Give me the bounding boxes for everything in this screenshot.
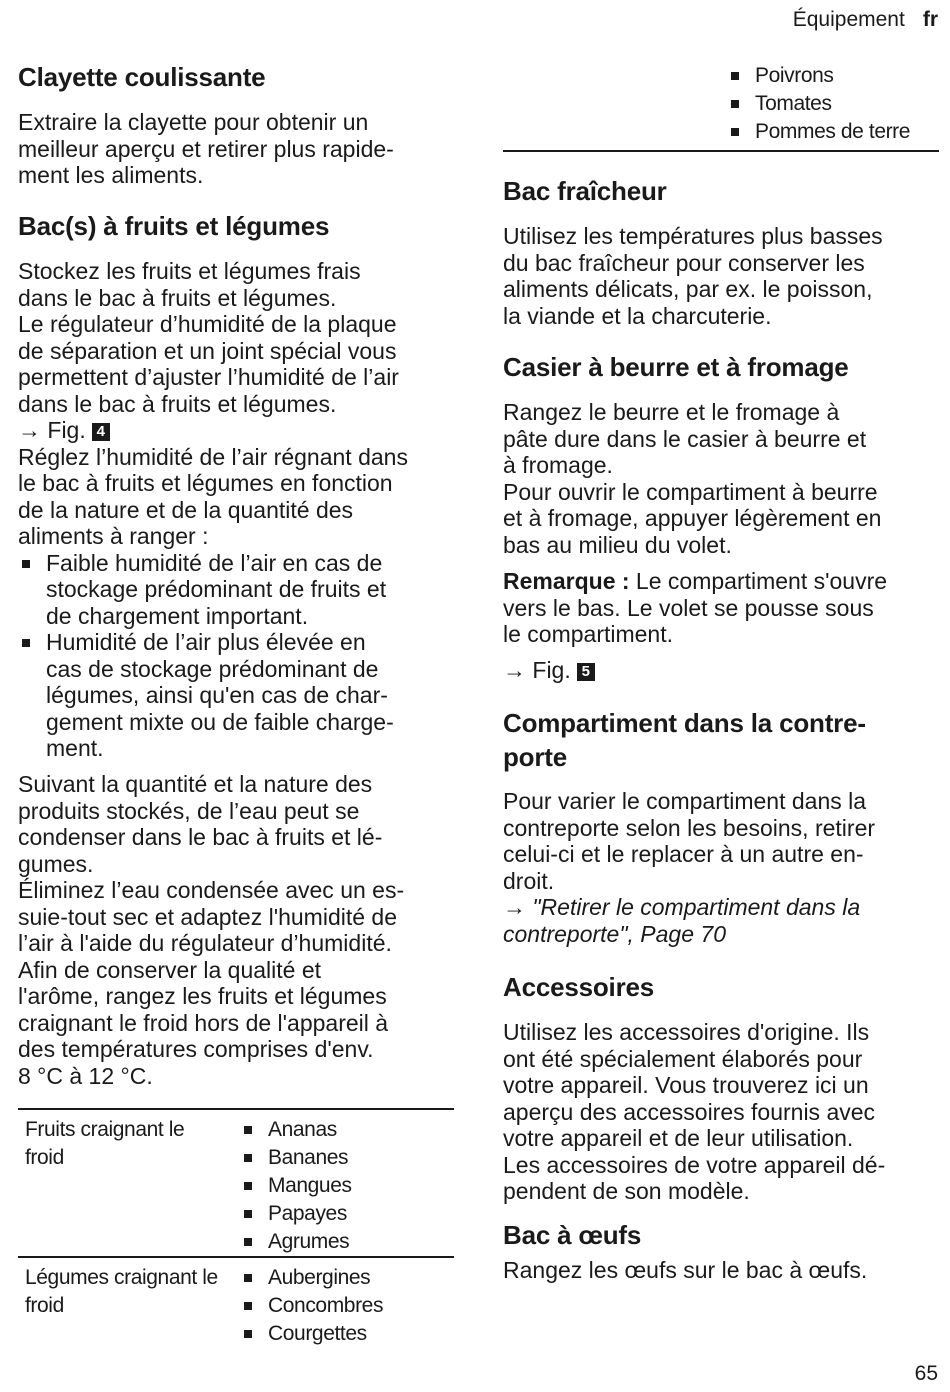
text-line: Les accessoires de votre appareil dé-	[503, 1151, 886, 1178]
list-item	[18, 550, 458, 630]
text-line: légumes, ainsi qu'en cas de char-	[46, 682, 388, 708]
text-line: dans le bac à fruits et légumes.	[18, 390, 337, 417]
text-line: ont été spécialement élaborés pour	[503, 1045, 863, 1072]
text-line: gumes.	[18, 850, 94, 877]
text-line: suie-tout sec et adaptez l'humidité de	[18, 903, 398, 930]
table-row	[18, 1109, 454, 1257]
text-line: stockage prédominant de fruits et	[46, 576, 387, 602]
text-line: condenser dans le bac à fruits et lé-	[18, 824, 383, 850]
text-line: froid	[25, 1145, 64, 1169]
page-number: 65	[914, 1362, 938, 1385]
list-item: Pommes de terre	[727, 118, 910, 146]
list-item: Mangues	[240, 1172, 454, 1200]
vegetable-list-continued	[727, 62, 910, 146]
text-line: meilleur aperçu et retirer plus rapide-	[18, 135, 394, 162]
figure-reference-4[interactable]	[18, 417, 458, 444]
link-line: contreporte", Page 70	[503, 920, 726, 947]
text-line: de séparation et un joint spécial vous	[18, 337, 397, 364]
condensation-paragraph	[18, 771, 458, 1089]
text-line: pendent de son modèle.	[503, 1178, 750, 1204]
text-line: Pour ouvrir le compartiment à beurre	[503, 478, 878, 505]
text-line: vers le bas. Le volet se pousse sous	[503, 594, 874, 621]
list-item: Concombres	[240, 1292, 454, 1320]
bac-fruits-paragraph	[18, 258, 458, 762]
text-line: la viande et la charcuterie.	[503, 302, 772, 329]
text-line: Fruits craignant le	[25, 1118, 185, 1141]
link-line: → "Retirer le compartiment dans la	[503, 894, 861, 920]
table-continuation	[727, 62, 910, 146]
compartiment-paragraph	[503, 788, 943, 947]
heading-clayette: Clayette coulissante	[18, 62, 266, 92]
text-line: votre appareil. Vous trouverez ici un	[503, 1072, 869, 1098]
heading-compartiment	[503, 706, 866, 774]
text-line: produits stockés, de l’eau peut se	[18, 797, 360, 824]
text-line: des températures comprises d'env.	[18, 1036, 374, 1062]
table-row	[18, 1257, 454, 1348]
heading-accessoires: Accessoires	[503, 972, 655, 1002]
list-item	[18, 629, 458, 762]
text-line: cas de stockage prédominant de	[46, 655, 379, 682]
heading-bac-fruits: Bac(s) à fruits et légumes	[18, 211, 330, 241]
section-title: Équipement	[792, 8, 905, 31]
text-line: Afin de conserver la qualité et	[18, 956, 322, 983]
text-line: Extraire la clayette pour obtenir un	[18, 109, 369, 135]
text-line: Le régulateur d’humidité de la plaque	[18, 311, 397, 337]
list-item: Poivrons	[727, 62, 910, 90]
list-item: Tomates	[727, 90, 910, 118]
text-line: ment.	[46, 735, 104, 761]
text-line: Légumes craignant le	[25, 1266, 218, 1289]
figure-ref-text: → Fig.	[18, 417, 86, 443]
text-line: Éliminez l’eau condensée avec un es-	[18, 877, 405, 903]
text-line: permettent d’ajuster l’humidité de l’air	[18, 364, 399, 390]
text-line: Faible humidité de l’air en cas de	[46, 549, 383, 576]
fruit-list	[240, 1116, 454, 1256]
list-item: Agrumes	[240, 1228, 454, 1256]
table-cell-label	[18, 1257, 233, 1348]
table-cell-items	[233, 1109, 454, 1257]
table-cell-items	[233, 1257, 454, 1348]
figure-reference-5[interactable]	[503, 657, 595, 684]
remarque-paragraph	[503, 568, 943, 648]
text-line: aperçu des accessoires fournis avec	[503, 1098, 876, 1125]
figure-ref-text: → Fig.	[503, 657, 571, 683]
text-line: 8 °C à 12 °C.	[18, 1062, 153, 1089]
text-line: Suivant la quantité et la nature des	[18, 771, 373, 797]
text-line: Pour varier le compartiment dans la	[503, 788, 867, 814]
fraicheur-paragraph	[503, 223, 943, 329]
text-line: droit.	[503, 867, 555, 894]
text-line: ment les aliments.	[18, 162, 204, 188]
text-line: du bac fraîcheur pour conserver les	[503, 249, 865, 276]
text-line: et à fromage, appuyer légèrement en	[503, 505, 882, 531]
list-item: Aubergines	[240, 1264, 454, 1292]
figure-number-5: 5	[577, 663, 595, 681]
language-code: fr	[922, 8, 938, 31]
text-line: aliments délicats, par ex. le poisson,	[503, 276, 873, 302]
list-item: Courgettes	[240, 1320, 454, 1348]
text-line	[503, 568, 943, 595]
text-line: pâte dure dans le casier à beurre et	[503, 425, 867, 452]
text-line: bas au milieu du volet.	[503, 531, 732, 558]
heading-bac-oeufs: Bac à œufs	[503, 1220, 642, 1250]
text-line: de chargement important.	[46, 602, 309, 629]
text-line: Utilisez les accessoires d'origine. Ils	[503, 1019, 870, 1045]
text-line: dans le bac à fruits et légumes.	[18, 284, 337, 311]
text-line: Rangez le beurre et le fromage à	[503, 399, 840, 425]
heading-casier: Casier à beurre et à fromage	[503, 352, 849, 382]
remarque-text: Le compartiment s'ouvre	[629, 568, 888, 594]
text-line: le bac à fruits et légumes en fonction	[18, 470, 393, 496]
page-header	[793, 8, 938, 32]
text-line: celui-ci et le replacer à un autre en-	[503, 841, 864, 867]
casier-paragraph	[503, 399, 943, 558]
heading-line: porte	[503, 742, 568, 772]
humidity-bullet-list	[18, 550, 458, 762]
text-line: froid	[25, 1293, 64, 1317]
text-line: de la nature et de la quantité des	[18, 496, 354, 523]
figure-number-4: 4	[92, 423, 110, 441]
text-line: Stockez les fruits et légumes frais	[18, 258, 361, 284]
table-bottom-rule	[503, 150, 939, 152]
heading-bac-fraicheur: Bac fraîcheur	[503, 176, 667, 206]
vegetable-list	[240, 1264, 454, 1348]
remarque-label: Remarque :	[503, 568, 630, 594]
text-line: Réglez l’humidité de l’air régnant dans	[18, 443, 408, 470]
text-line: le compartiment.	[503, 621, 674, 647]
text-line: aliments à ranger :	[18, 523, 209, 549]
text-line: Humidité de l’air plus élevée en	[46, 629, 366, 655]
list-item: Ananas	[240, 1116, 454, 1144]
accessoires-paragraph	[503, 1019, 943, 1205]
list-item: Papayes	[240, 1200, 454, 1228]
text-line: l'arôme, rangez les fruits et légumes	[18, 983, 387, 1009]
clayette-paragraph	[18, 109, 458, 189]
cross-reference-link[interactable]	[503, 894, 943, 947]
text-line: l’air à l'aide du régulateur d’humidité.	[18, 930, 392, 956]
text-line: craignant le froid hors de l'appareil à	[18, 1009, 389, 1036]
text-line: à fromage.	[503, 452, 613, 478]
text-line: Utilisez les températures plus basses	[503, 223, 883, 249]
list-item: Bananes	[240, 1144, 454, 1172]
cold-sensitive-table	[18, 1108, 454, 1348]
table-cell-label	[18, 1109, 233, 1257]
heading-line: Compartiment dans la contre-	[503, 708, 866, 738]
text-line: gement mixte ou de faible charge-	[46, 708, 394, 735]
text-line: contreporte selon les besoins, retirer	[503, 814, 876, 841]
oeufs-paragraph: Rangez les œufs sur le bac à œufs.	[503, 1257, 868, 1283]
text-line: votre appareil et de leur utilisation.	[503, 1125, 854, 1151]
